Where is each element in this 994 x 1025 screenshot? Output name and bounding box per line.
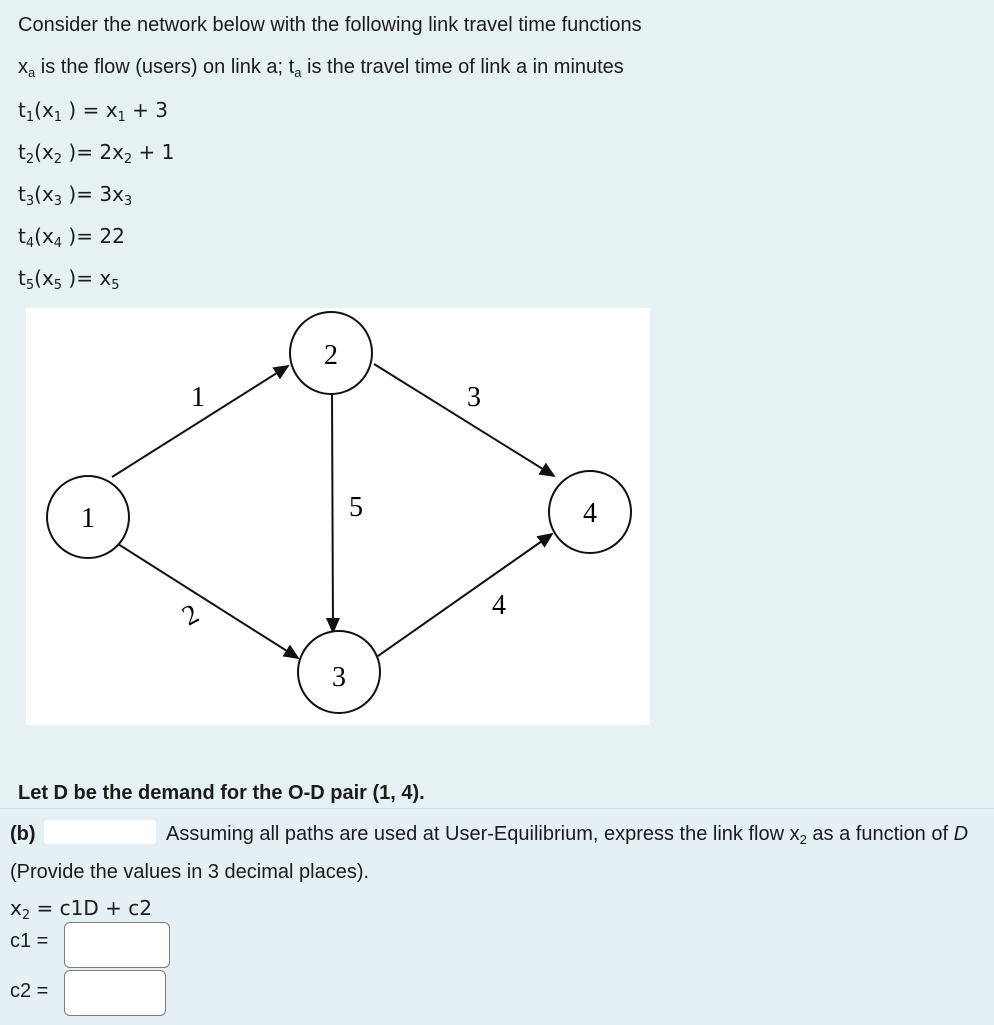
intro-line-2: $x_a$ is the flow (users) on link a; $t_a$ is the travel time of link a in minutes xyxy=(18,56,624,80)
redacted-mask xyxy=(44,820,156,844)
part-b-question: (b) Assuming all paths are used at User-Equilibrium, express the link flow $x_2$ as a function of D (Provide the values in 3 decimal places). xyxy=(10,818,980,888)
function-t4: $t_4(x_4$ )= 22 xyxy=(18,224,125,251)
node-3-label: 3 xyxy=(332,662,346,693)
c2-label: c2 = xyxy=(10,980,49,1002)
intro-line-1: Consider the network below with the following link travel time functions xyxy=(18,14,642,36)
link-3 xyxy=(374,364,554,476)
function-t2: $t_2(x_2$ )= $2x_2 + 1$ xyxy=(18,140,175,167)
link-4-label: 4 xyxy=(492,590,506,621)
function-t5: $t_5(x_5$ )= $x_5$ xyxy=(18,266,120,293)
part-b-tag: (b) xyxy=(10,823,36,845)
link-3-label: 3 xyxy=(467,382,481,413)
node-1-label: 1 xyxy=(81,503,95,534)
node-2-label: 2 xyxy=(324,340,338,371)
function-t3: $t_3(x_3$ )= $3x_3$ xyxy=(18,182,133,209)
link-4 xyxy=(378,534,552,656)
c1-label: c1 = xyxy=(10,930,49,952)
link-1-label: 1 xyxy=(191,382,205,413)
demand-statement: Let D be the demand for the O-D pair (1, 4). xyxy=(18,782,425,804)
c2-input[interactable] xyxy=(64,970,166,1016)
network-diagram xyxy=(26,308,650,725)
function-t1: $t_1(x_1$ ) = $x_1 + 3$ xyxy=(18,98,169,125)
x2-equation: $x_2 = c1D + c2$ xyxy=(10,896,152,923)
network-svg xyxy=(26,308,650,725)
link-5 xyxy=(332,392,333,632)
link-2 xyxy=(118,544,298,658)
node-4-label: 4 xyxy=(583,498,597,529)
link-5-label: 5 xyxy=(349,492,363,523)
link-2-label: 2 xyxy=(177,598,205,633)
c1-input[interactable] xyxy=(64,922,170,968)
